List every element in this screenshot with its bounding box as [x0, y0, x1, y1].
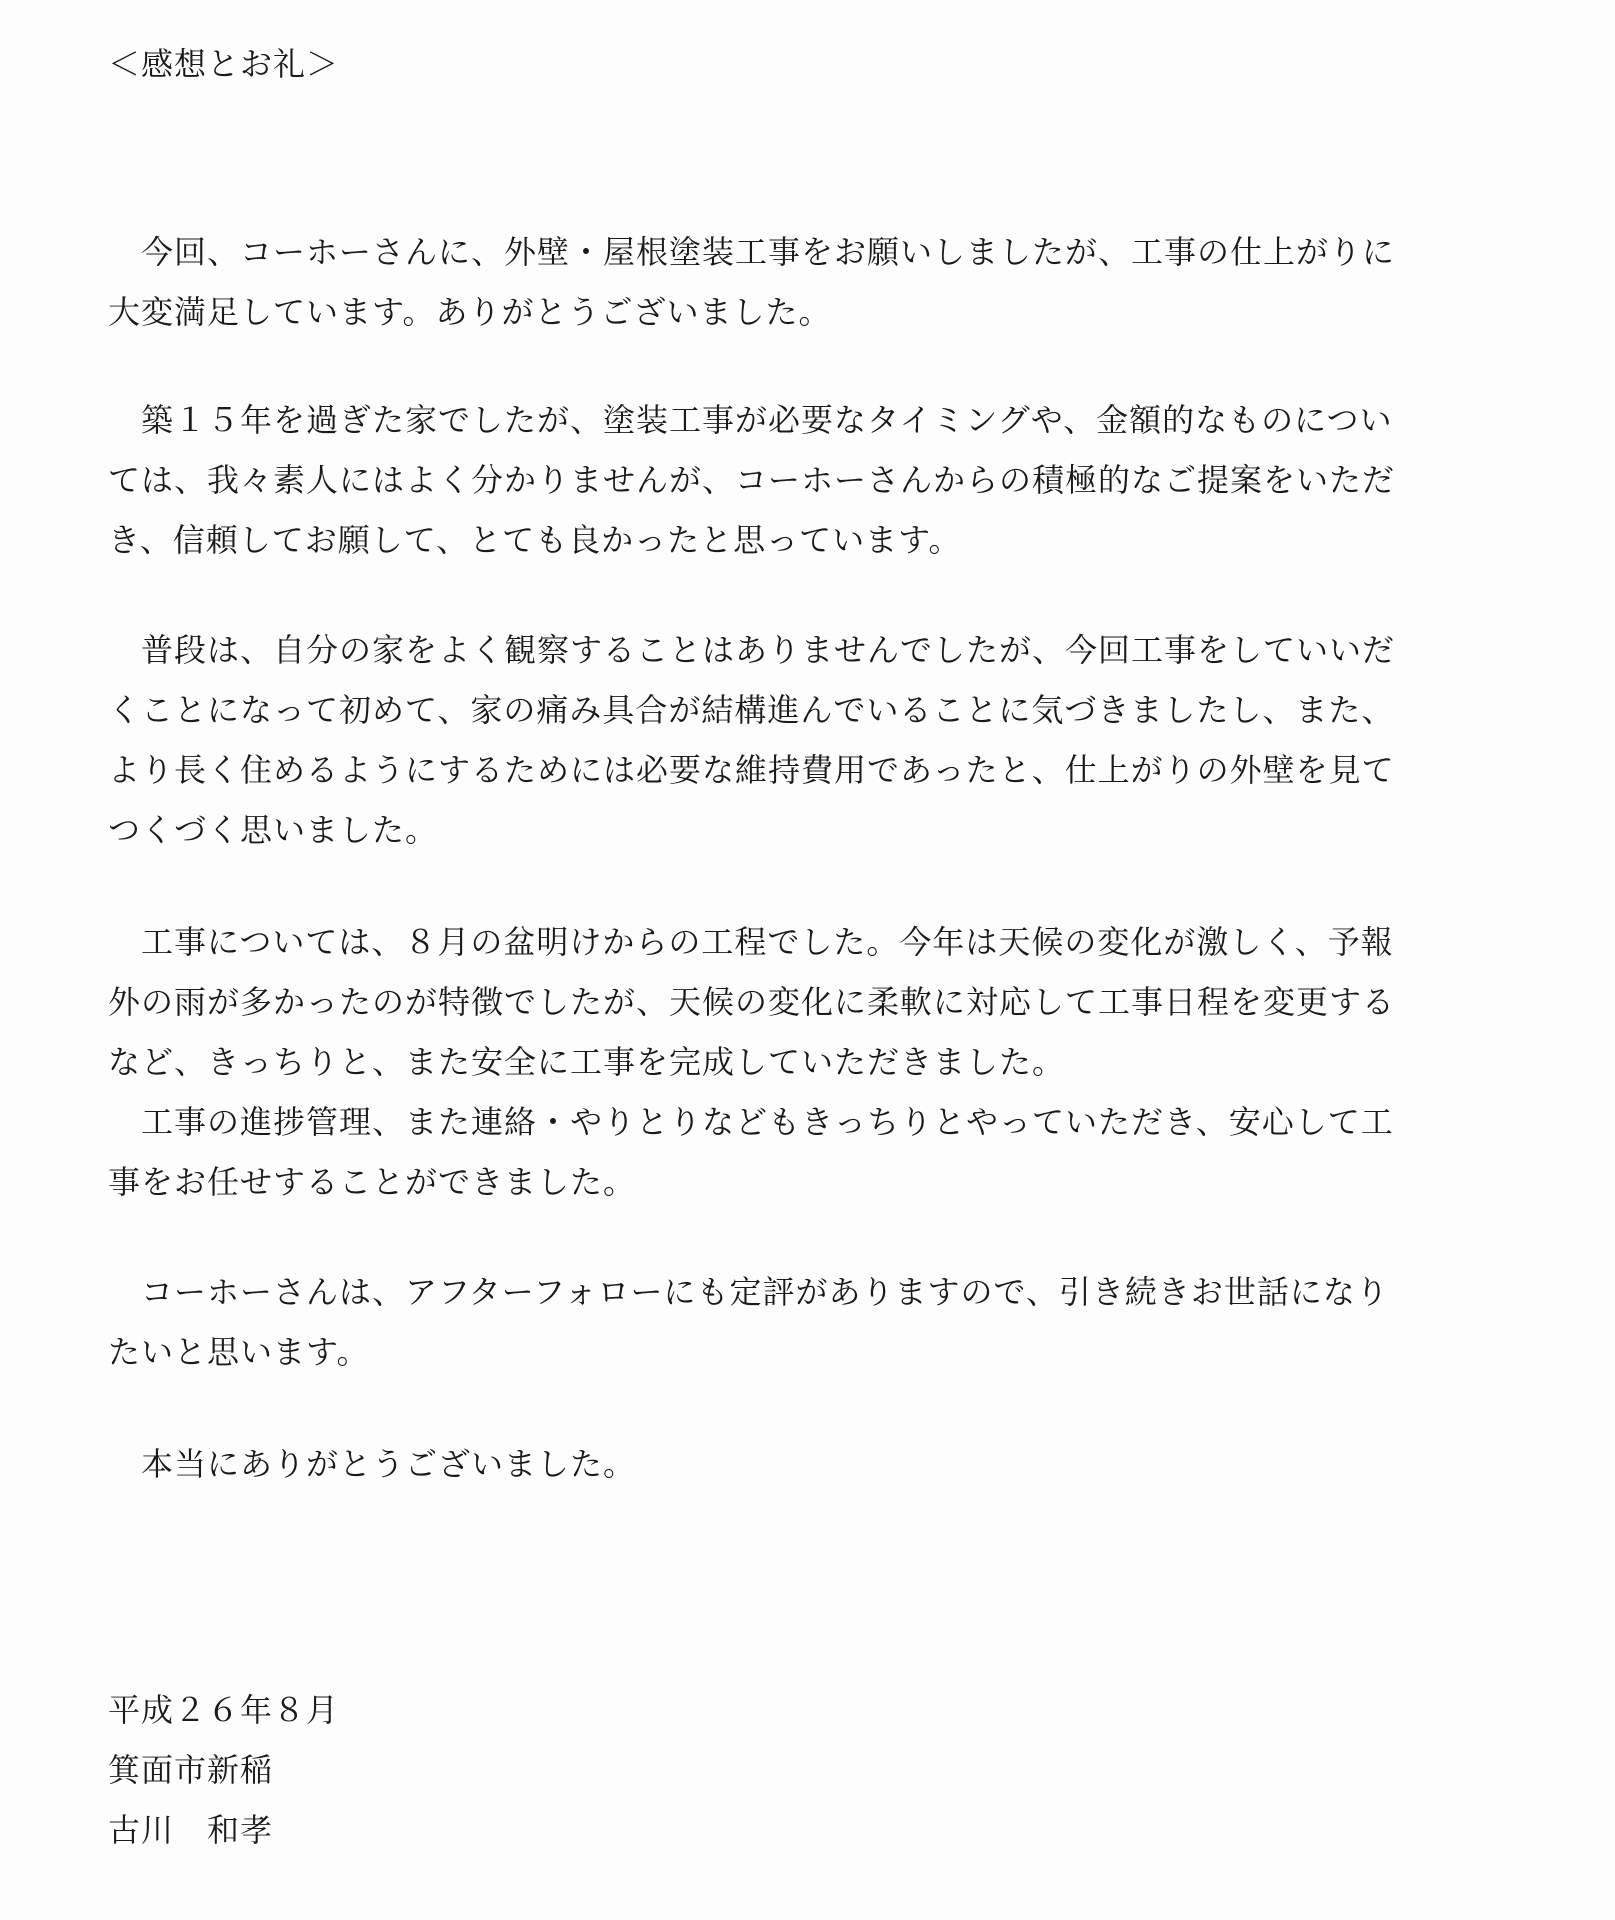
paragraph-line: 事をお任せすることができました。 — [108, 1163, 637, 1201]
paragraph-line: 普段は、自分の家をよく観察することはありませんでしたが、今回工事をしていいだ — [108, 631, 1396, 669]
signature-block — [108, 1680, 339, 1860]
paragraph-5 — [108, 1262, 1508, 1382]
paragraph-line: 本当にありがとうございました。 — [108, 1445, 637, 1483]
paragraph-line: 大変満足しています。ありがとうございました。 — [108, 293, 832, 331]
paragraph-line: ては、我々素人にはよく分かりませんが、コーホーさんからの積極的なご提案をいただ — [108, 461, 1396, 499]
paragraph-line: 築１５年を過ぎた家でしたが、塗装工事が必要なタイミングや、金額的なものについ — [108, 401, 1393, 439]
paragraph-2 — [108, 390, 1508, 570]
paragraph-line: 外の雨が多かったのが特徴でしたが、天候の変化に柔軟に対応して工事日程を変更する — [108, 983, 1396, 1021]
paragraph-line: くことになって初めて、家の痛み具合が結構進んでいることに気づきましたし、また、 — [108, 691, 1395, 729]
paragraph-line: たいと思います。 — [108, 1333, 370, 1371]
paragraph-line: コーホーさんは、アフターフォローにも定評がありますので、引き続きお世話になり — [108, 1273, 1389, 1311]
signature-date: 平成２６年８月 — [108, 1691, 340, 1729]
paragraph-1 — [108, 222, 1508, 342]
paragraph-3 — [108, 620, 1508, 860]
signature-name: 古川 和孝 — [108, 1811, 274, 1849]
paragraph-line: より長く住めるようにするためには必要な維持費用であったと、仕上がりの外壁を見て — [108, 751, 1395, 789]
paragraph-6 — [108, 1434, 1508, 1494]
paragraph-4 — [108, 912, 1508, 1212]
paragraph-line: 工事の進捗管理、また連絡・やりとりなどもきっちりとやっていただき、安心して工 — [108, 1103, 1394, 1141]
paragraph-line: き、信頼してお願して、とても良かったと思っています。 — [108, 521, 962, 559]
letter-heading: ＜感想とお礼＞ — [108, 45, 340, 83]
paragraph-line: など、きっちりと、また安全に工事を完成していただきました。 — [108, 1043, 1066, 1081]
paragraph-line: 工事については、８月の盆明けからの工程でした。今年は天候の変化が激しく、予報 — [108, 923, 1394, 961]
paragraph-line: つくづく思いました。 — [108, 811, 439, 849]
signature-address: 箕面市新稲 — [108, 1751, 274, 1789]
paragraph-line: 今回、コーホーさんに、外壁・屋根塗装工事をお願いしましたが、工事の仕上がりに — [108, 233, 1396, 271]
